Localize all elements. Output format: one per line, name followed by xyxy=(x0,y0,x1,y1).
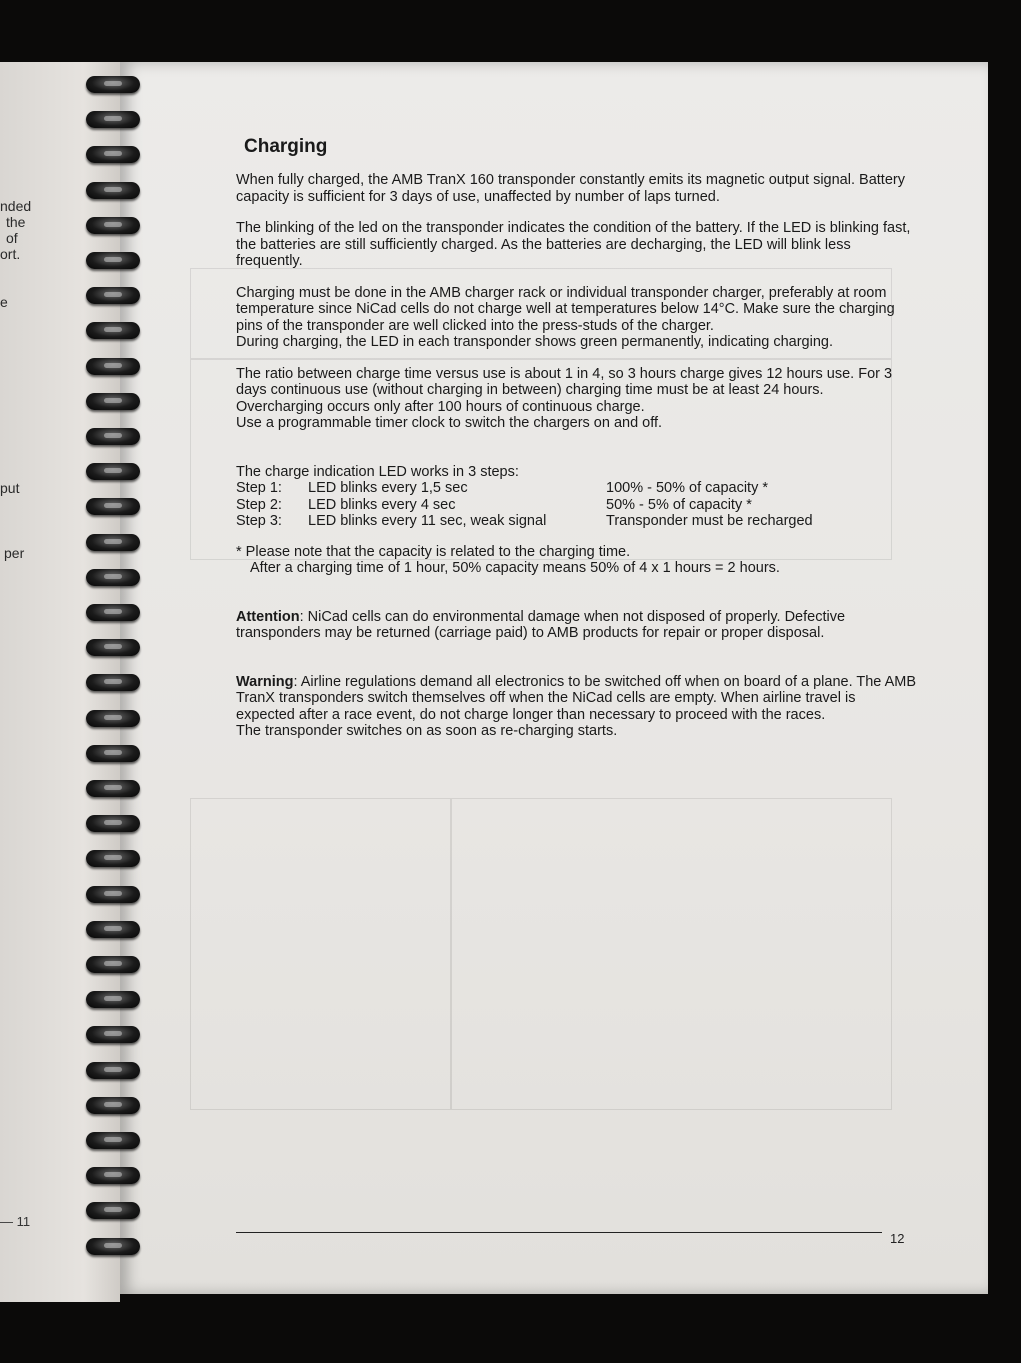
spiral-coil xyxy=(86,604,140,621)
warning-paragraph xyxy=(236,674,916,740)
step-label: Step 1: xyxy=(236,480,282,496)
spiral-coil xyxy=(86,217,140,234)
spiral-coil xyxy=(86,182,140,199)
spiral-coil xyxy=(86,393,140,410)
spiral-coil xyxy=(86,674,140,691)
spiral-coil xyxy=(86,1132,140,1149)
attention-text: : NiCad cells can do environmental damage when not disposed of properly. Defective transponders may be returned (carriage paid) to AMB products for repair or proper disposal. xyxy=(236,608,846,641)
spiral-coil xyxy=(86,1062,140,1079)
spiral-coil xyxy=(86,287,140,304)
page-content xyxy=(236,136,916,740)
attention-paragraph xyxy=(236,609,916,642)
spiral-coil xyxy=(86,780,140,797)
spiral-coil xyxy=(86,76,140,93)
spiral-coil xyxy=(86,1202,140,1219)
step-description: LED blinks every 11 sec, weak signal xyxy=(308,513,547,529)
left-page-fragment: ort. xyxy=(0,246,21,262)
spiral-coil xyxy=(86,358,140,375)
spiral-coil xyxy=(86,921,140,938)
spiral-coil xyxy=(86,991,140,1008)
ratio-block xyxy=(236,366,916,432)
page-number: 12 xyxy=(890,1231,905,1246)
spiral-coil xyxy=(86,815,140,832)
steps-intro: The charge indication LED works in 3 steps: xyxy=(236,463,519,480)
steps-block xyxy=(236,464,916,530)
step-row xyxy=(236,480,916,497)
spiral-coil xyxy=(86,1097,140,1114)
spiral-coil xyxy=(86,956,140,973)
warning-text: : Airline regulations demand all electronics to be switched off when on board of a plane. The AMB TranX transponders switch themselves off when the NiCad cells are empty. When airline travel is expected after a race event, do not charge longer than necessary to proceed with the races. xyxy=(236,673,917,723)
step-description: LED blinks every 4 sec xyxy=(308,496,456,513)
step-row xyxy=(236,497,916,514)
section-title: Charging xyxy=(244,136,328,157)
footer-rule xyxy=(236,1232,882,1233)
step-label: Step 3: xyxy=(236,513,282,529)
paragraph: The ratio between charge time versus use is about 1 in 4, so 3 hours charge gives 12 hours use. For 3 days continuous use (without charging in between) charging time must be at least 24 hours. xyxy=(236,365,893,398)
spiral-coil xyxy=(86,322,140,339)
paragraph: Overcharging occurs only after 100 hours of continuous charge. xyxy=(236,398,645,415)
left-page-fragment: nded xyxy=(0,198,32,214)
spiral-coil xyxy=(86,498,140,515)
step-note: 100% - 50% of capacity * xyxy=(606,480,769,496)
paragraph: Use a programmable timer clock to switch the chargers on and off. xyxy=(236,415,663,431)
spiral-coil xyxy=(86,463,140,480)
left-page-number: — 11 xyxy=(0,1214,31,1229)
warning-last-line: The transponder switches on as soon as re-charging starts. xyxy=(236,723,618,739)
footnote-line: After a charging time of 1 hour, 50% capacity means 50% of 4 x 1 hours = 2 hours. xyxy=(250,560,780,576)
paragraph: Charging must be done in the AMB charger rack or individual transponder charger, preferably at room temperature since NiCad cells do not charge well at temperatures below 14°C. Make sure the charging pins of the transponder are well clicked into the press-studs of the charger. xyxy=(236,284,895,334)
step-row xyxy=(236,513,916,530)
spiral-coil xyxy=(86,1026,140,1043)
left-page-fragment: e xyxy=(0,294,8,310)
charging-block xyxy=(236,285,916,351)
spiral-coil xyxy=(86,569,140,586)
step-note: Transponder must be recharged xyxy=(606,513,813,529)
spiral-coil xyxy=(86,146,140,163)
left-page-fragment: of xyxy=(6,230,18,246)
footnote xyxy=(236,544,916,577)
step-label: Step 2: xyxy=(236,496,282,513)
spiral-coil xyxy=(86,745,140,762)
paragraph: During charging, the LED in each transponder shows green permanently, indicating charging. xyxy=(236,334,833,350)
spiral-coil xyxy=(86,534,140,551)
spiral-binding xyxy=(86,76,142,1276)
spiral-coil xyxy=(86,639,140,656)
warning-label: Warning xyxy=(236,673,294,690)
spiral-coil xyxy=(86,850,140,867)
footnote-line: * Please note that the capacity is related to the charging time. xyxy=(236,543,631,560)
spiral-coil xyxy=(86,111,140,128)
spiral-coil xyxy=(86,710,140,727)
paragraph: When fully charged, the AMB TranX 160 transponder constantly emits its magnetic output signal. Battery capacity is sufficient for 3 days of use, unaffected by number of laps turned. xyxy=(236,172,905,205)
step-description: LED blinks every 1,5 sec xyxy=(308,480,468,496)
spiral-coil xyxy=(86,1167,140,1184)
spiral-coil xyxy=(86,1238,140,1255)
step-note: 50% - 5% of capacity * xyxy=(606,496,752,513)
attention-label: Attention xyxy=(236,608,300,625)
left-page-fragment: the xyxy=(6,214,26,230)
paragraph: The blinking of the led on the transponder indicates the condition of the battery. If the LED is blinking fast, the batteries are still sufficiently charged. As the batteries are decharging, the LED will blink less frequently. xyxy=(236,220,911,269)
left-page-fragment: per xyxy=(4,545,25,561)
left-page-fragment: put xyxy=(0,480,20,496)
spiral-coil xyxy=(86,886,140,903)
spiral-coil xyxy=(86,428,140,445)
spiral-coil xyxy=(86,252,140,269)
